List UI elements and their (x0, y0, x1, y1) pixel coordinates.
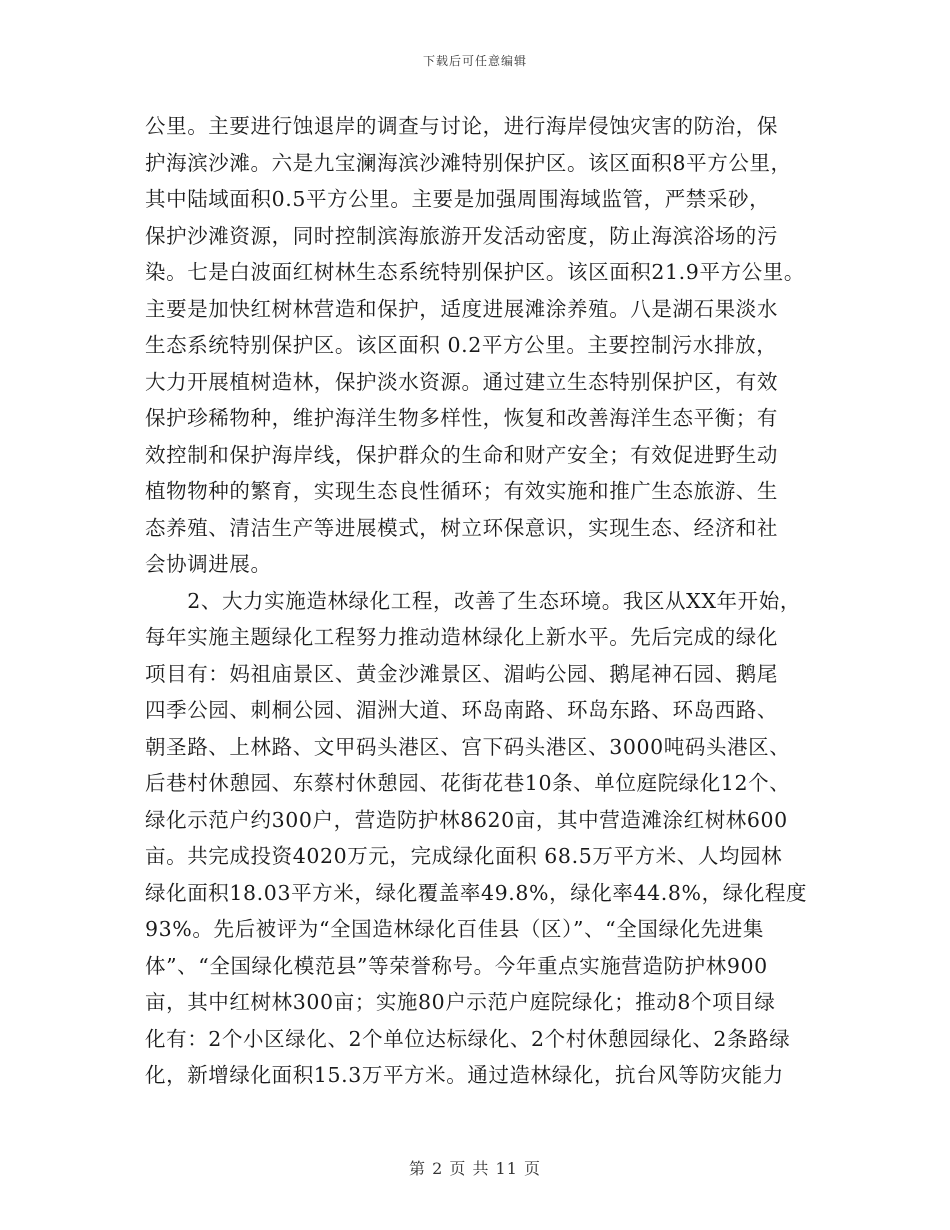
text-line: 生态系统特别保护区。该区面积 0.2平方公里。主要控制污水排放， (145, 333, 778, 357)
text-line: 绿化示范户约300户，营造防护林8620亩，其中营造滩涂红树林600 (145, 807, 788, 832)
text-line: 项目有：妈祖庙景区、黄金沙滩景区、湄屿公园、鹅尾神石园、鹅尾 (145, 661, 778, 686)
page-header: 下载后可任意编辑 (422, 54, 527, 68)
text-line: 保护沙滩资源，同时控制滨海旅游开发活动密度，防止海滨浴场的污 (145, 223, 778, 248)
text-line: 染。七是白波面红树林生态系统特别保护区。该区面积21.9平方公里。 (145, 260, 805, 284)
text-line: 绿化面积18.03平方米，绿化覆盖率49.8%，绿化率44.8%，绿化程度 (145, 880, 808, 905)
text-line: 朝圣路、上林路、文甲码头港区、宫下码头港区、3000吨码头港区、 (145, 734, 791, 759)
text-line: 93%。先后被评为“全国造林绿化百佳县（区）”、“全国绿化先进集 (145, 917, 764, 941)
text-line: 体”、“全国绿化模范县”等荣誉称号。今年重点实施营造防护林900 (145, 953, 768, 978)
text-line: 其中陆域面积0.5平方公里。主要是加强周围海域监管，严禁采砂， (145, 187, 771, 211)
text-line: 效控制和保护海岸线，保护群众的生命和财产安全；有效促进野生动 (145, 442, 778, 467)
text-line: 四季公园、刺桐公园、湄洲大道、环岛南路、环岛东路、环岛西路、 (145, 698, 778, 722)
text-line: 保护珍稀物种，维护海洋生物多样性，恢复和改善海洋生态平衡；有 (145, 406, 778, 430)
text-line: 亩。共完成投资4020万元，完成绿化面积 68.5万平方米、人均园林 (145, 844, 783, 868)
text-line: 主要是加快红树林营造和保护，适度进展滩涂养殖。八是湖石果淡水 (145, 296, 778, 321)
text-line: 会协调进展。 (145, 552, 272, 576)
text-line: 2、大力实施造林绿化工程，改善了生态环境。我区从XX年开始， (145, 588, 801, 613)
text-line: 大力开展植树造林，保护淡水资源。通过建立生态特别保护区，有效 (145, 369, 778, 394)
page-footer: 第 2 页 共 11 页 (409, 1159, 541, 1178)
text-line: 公里。主要进行蚀退岸的调查与讨论，进行海岸侵蚀灾害的防治，保 (145, 114, 778, 138)
text-line: 护海滨沙滩。六是九宝澜海滨沙滩特别保护区。该区面积8平方公里， (145, 150, 792, 175)
text-line: 后巷村休憩园、东蔡村休憩园、花街花巷10条、单位庭院绿化12个、 (145, 771, 791, 795)
text-line: 态养殖、清洁生产等进展模式，树立环保意识，实现生态、经济和社 (145, 515, 778, 540)
text-line: 每年实施主题绿化工程努力推动造林绿化上新水平。先后完成的绿化 (145, 625, 778, 649)
text-line: 化，新增绿化面积15.3万平方米。通过造林绿化，抗台风等防灾能力 (145, 1063, 784, 1087)
text-line: 亩，其中红树林300亩；实施80户示范户庭院绿化；推动8个项目绿 (145, 990, 776, 1014)
text-line: 植物物种的繁育，实现生态良性循环；有效实施和推广生态旅游、生 (145, 479, 778, 503)
document-body (145, 108, 807, 1094)
text-line: 化有：2个小区绿化、2个单位达标绿化、2个村休憩园绿化、2条路绿 (145, 1026, 791, 1051)
